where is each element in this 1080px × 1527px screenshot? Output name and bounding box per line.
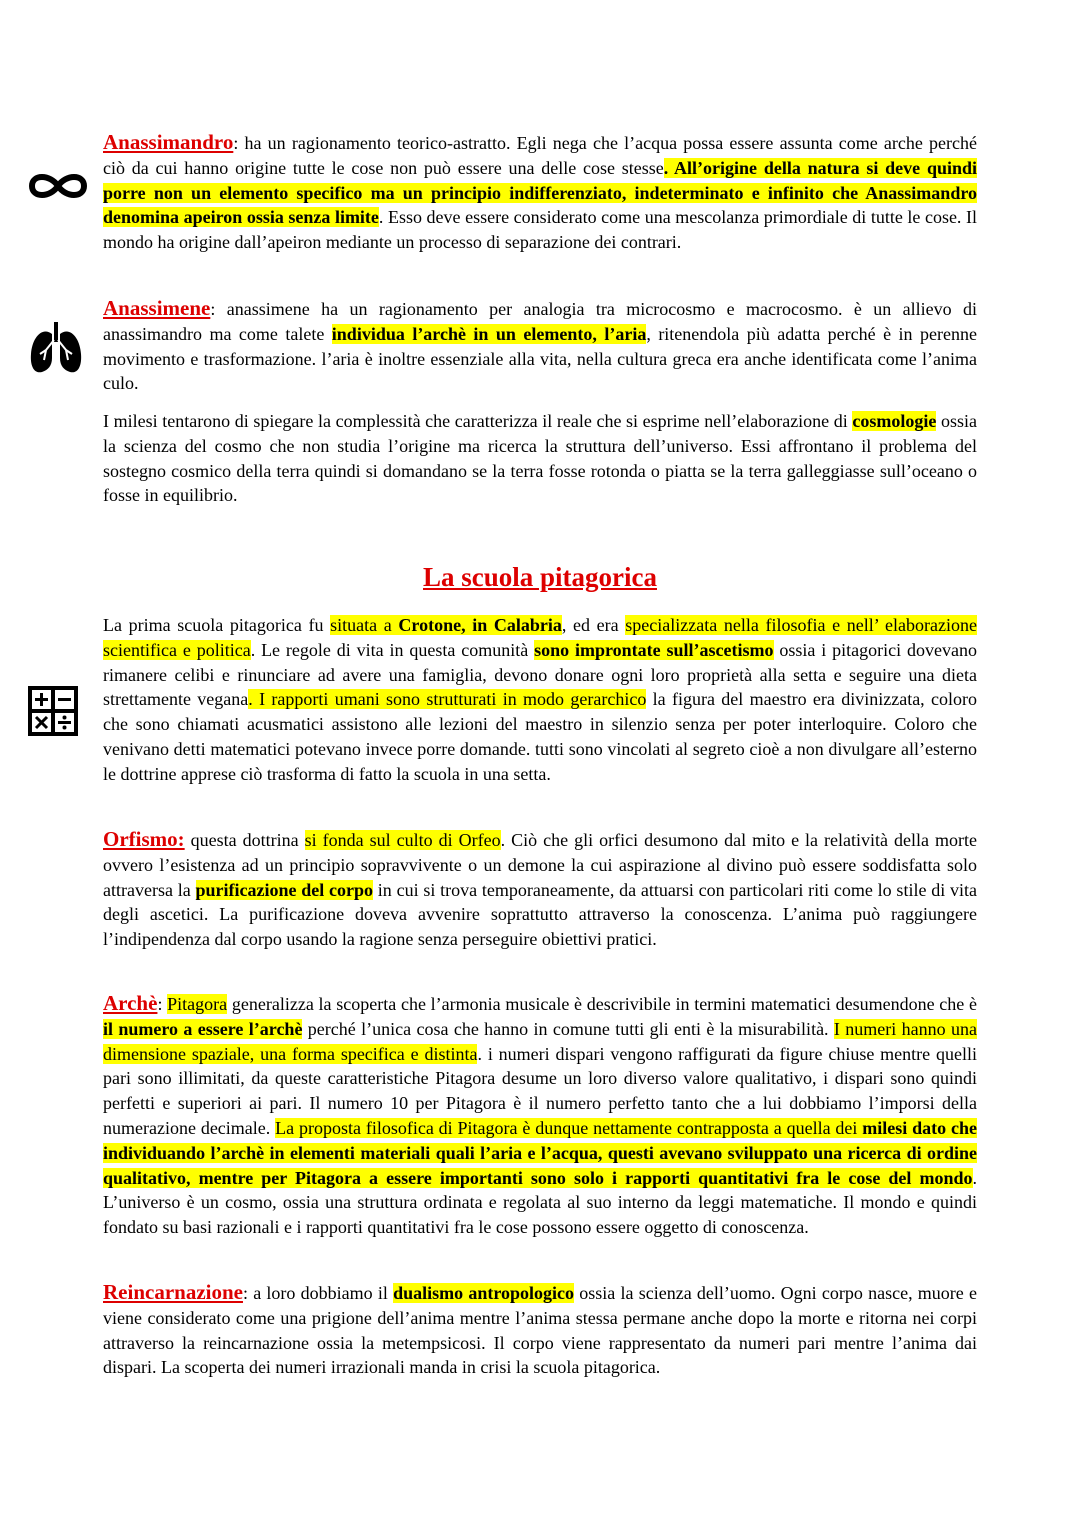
term-arche: Archè: [103, 991, 158, 1015]
section-title: La scuola pitagorica: [423, 562, 657, 592]
calculator-icon: [26, 684, 80, 738]
paragraph-anassimene: Anassimene: anassimene ha un ragionamento per analogia tra microcosmo e macrocosmo. è un allievo di anassimandro ma come talete individua l’archè in un elemento, l’aria, ritenendola più adatta perché è in perenne movimento e trasformazione. l’aria è inoltre essenziale alla vita, nella cultura greca era anche identificata come l’anima culo.: [103, 296, 977, 394]
term-reincarnazione: Reincarnazione: [103, 1280, 243, 1304]
lungs-icon: [28, 320, 84, 376]
term-orfismo: Orfismo:: [103, 827, 185, 851]
paragraph-anassimandro: Anassimandro: ha un ragionamento teorico-astratto. Egli nega che l’acqua possa essere assunta come arche perché ciò da cui hanno origine tutte le cose non può essere una delle cose stesse. All’origine della natura si deve quindi porre non un elemento specifico ma un principio indifferenziato, indeterminato e infinito che Anassimandro denomina apeiron ossia senza limite. Esso deve essere considerato come una mescolanza primordiale di tutte le cose. Il mondo ha origine dall’apeiron mediante un processo di separazione dei contrari.: [103, 130, 977, 253]
term-anassimene: Anassimene: [103, 296, 211, 320]
paragraph-orfismo: Orfismo: questa dottrina si fonda sul culto di Orfeo. Ciò che gli orfici desumono dal mito e la relatività della morte ovvero l’esistenza ad un principio sopravvivente o un demone la cui aspirazione al divino può essere soddisfatta solo attraversa la purificazione del corpo in cui si trova temporaneamente, da attuarsi con particolari riti come lo stile di vita degli ascetici. La purificazione doveva avvenire soprattutto attraverso la conoscenza. L’anima può raggiungere l’indipendenza dal corpo usando la ragione senza perseguire obiettivi pratici.: [103, 827, 977, 950]
paragraph-arche: Archè: Pitagora generalizza la scoperta che l’armonia musicale è descrivibile in termini matematici desumendone che è il numero a essere l’archè perché l’unica cosa che hanno in comune tutti gli enti è la misurabilità. I numeri hanno una dimensione spaziale, una forma specifica e distinta. i numeri dispari vengono raffigurati da figure chiuse mentre quelli pari sono illimitati, da queste caratteristiche Pitagora desume un loro diverso valore qualitativo, i dispari sono quindi perfetti e superiori ai pari. Il numero 10 per Pitagora è il numero perfetto tanto che a lui dobbiamo l’imporsi della numerazione decimale. La proposta filosofica di Pitagora è dunque nettamente contrapposta a quella dei milesi dato che individuando l’archè in elementi materiali quali l’aria e l’acqua, questi avevano sviluppato una ricerca di ordine qualitativo, mentre per Pitagora a essere importanti sono solo i rapporti quantitativi fra le cose del mondo. L’universo è un cosmo, ossia una struttura ordinata e regolata al suo interno da leggi matematiche. Il mondo e quindi fondato su basi razionali e i rapporti quantitativi fra le cose possono essere oggetto di conoscenza.: [103, 991, 977, 1238]
paragraph-reincarnazione: Reincarnazione: a loro dobbiamo il dualismo antropologico ossia la scienza dell’uomo. Ogni corpo nasce, muore e viene considerato come una prigione dell’anima mentre l’anima stessa permane anche dopo la morte e ritorna nei corpi attraverso la reincarnazione ossia la metempsicosi. Il corpo viene rappresentato da numeri pari mentre l’anima dai dispari. La scoperta dei numeri irrazionali manda in crisi la scuola pitagorica.: [103, 1280, 978, 1378]
infinity-icon: [26, 170, 90, 202]
paragraph-milesi: I milesi tentarono di spiegare la complessità che caratterizza il reale che si esprime nell’elaborazione di cosmologie ossia la scienza del cosmo che non studia l’origine ma ricerca la struttura dell’universo. Essi affrontano il problema del sostegno cosmico della terra quindi si domandano se la terra fosse rotonda o piatta se la terra galleggiasse sull’oceano o fosse in equilibrio.: [103, 411, 977, 506]
paragraph-scuola: La prima scuola pitagorica fu situata a Crotone, in Calabria, ed era specializzata nella filosofia e nell’ elaborazione scientifica e politica. Le regole di vita in questa comunità sono improntate sull’ascetismo ossia i pitagorici dovevano rimanere celibi e rinunciare ad avere una famiglia, devono donare ogni loro proprietà alla setta e seguire una dieta strettamente vegana. I rapporti umani sono strutturati in modo gerarchico la figura del maestro era divinizzata, coloro che sono chiamati acusmatici assistono alle lezioni del maestro in silenzio senza per poter interloquire. Coloro che venivano detti matematici potevano invece porre domande. tutti sono vincolati al segreto cioè a non divulgare all’esterno le dottrine apprese ciò trasforma di fatto la scuola in una setta.: [103, 615, 978, 784]
term-anassimandro: Anassimandro: [103, 130, 234, 154]
